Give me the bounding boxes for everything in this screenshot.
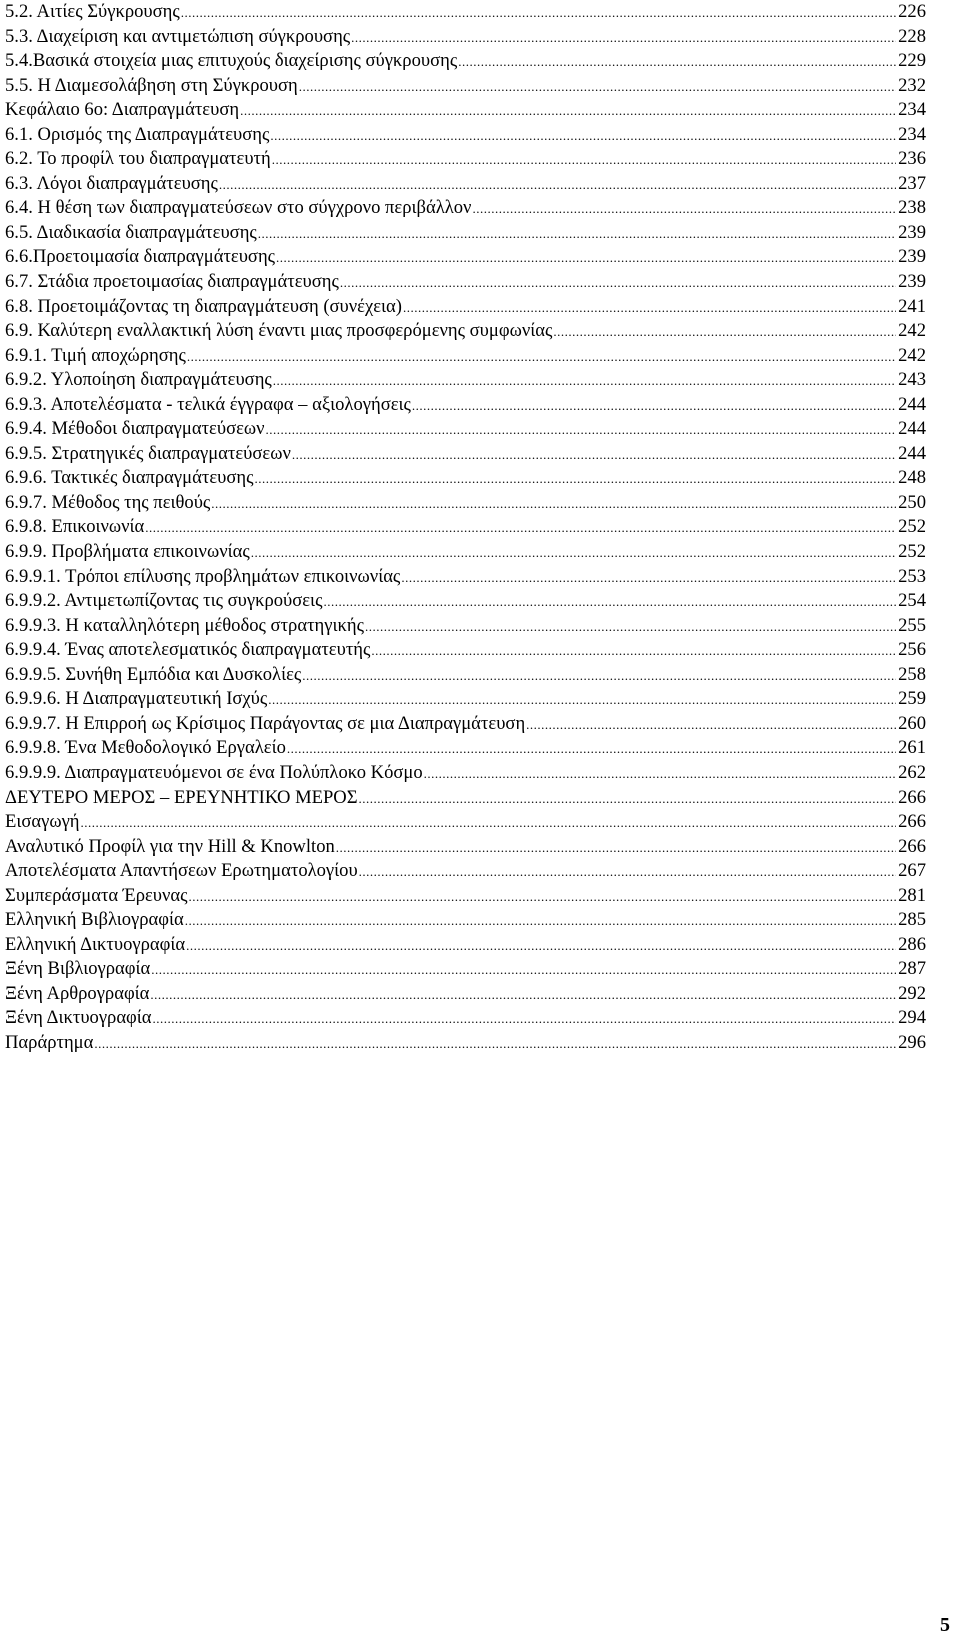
table-of-contents bbox=[5, 0, 926, 1056]
dot-leader bbox=[351, 26, 896, 50]
toc-entry-page: 228 bbox=[898, 25, 926, 47]
dot-leader bbox=[526, 713, 896, 737]
toc-entry[interactable] bbox=[5, 565, 926, 590]
toc-entry-title: 6.9.4. Μέθοδοι διαπραγματεύσεων bbox=[5, 418, 265, 440]
toc-entry-title: 6.9.9.2. Αντιμετωπίζοντας τις συγκρούσεις bbox=[5, 590, 323, 612]
toc-entry[interactable] bbox=[5, 491, 926, 516]
toc-entry-title: 6.9.9.9. Διαπραγματευόμενοι σε ένα Πολύπλοκο Κόσμο bbox=[5, 761, 423, 783]
toc-entry-page: 239 bbox=[898, 246, 926, 268]
toc-entry[interactable] bbox=[5, 1031, 926, 1056]
toc-entry-title: 6.9.3. Αποτελέσματα - τελικά έγγραφα – αξιολογήσεις bbox=[5, 393, 411, 415]
toc-entry-page: 254 bbox=[898, 590, 926, 612]
dot-leader bbox=[276, 246, 896, 270]
toc-entry-page: 255 bbox=[898, 614, 926, 636]
toc-entry-title: 5.5. Η Διαμεσολάβηση στη Σύγκρουση bbox=[5, 74, 298, 96]
toc-entry[interactable] bbox=[5, 0, 926, 25]
toc-entry-page: 244 bbox=[898, 418, 926, 440]
toc-entry[interactable] bbox=[5, 98, 926, 123]
toc-entry-title: 6.9.9.7. Η Επιρροή ως Κρίσιμος Παράγοντας σε μια Διαπραγμάτευση bbox=[5, 712, 526, 734]
dot-leader bbox=[81, 811, 897, 835]
toc-entry-title: Ξένη Αρθρογραφία bbox=[5, 982, 150, 1004]
dot-leader bbox=[266, 418, 897, 442]
dot-leader bbox=[187, 345, 896, 369]
dot-leader bbox=[211, 492, 896, 516]
toc-entry-page: 244 bbox=[898, 393, 926, 415]
toc-entry-page: 238 bbox=[898, 197, 926, 219]
toc-entry[interactable] bbox=[5, 466, 926, 491]
toc-entry-title: 5.3. Διαχείριση και αντιμετώπιση σύγκρουσης bbox=[5, 25, 351, 47]
toc-entry-title: 6.9.9.5. Συνήθη Εμπόδια και Δυσκολίες bbox=[5, 663, 302, 685]
toc-entry[interactable] bbox=[5, 540, 926, 565]
dot-leader bbox=[258, 222, 896, 246]
dot-leader bbox=[553, 320, 896, 344]
toc-entry-title: 6.9.9.3. Η καταλληλότερη μέθοδος στρατηγικής bbox=[5, 614, 364, 636]
toc-entry-page: 234 bbox=[898, 123, 926, 145]
toc-entry-page: 250 bbox=[898, 491, 926, 513]
toc-entry-title: 6.9.9.4. Ένας αποτελεσματικός διαπραγματευτής bbox=[5, 639, 371, 661]
toc-entry[interactable] bbox=[5, 442, 926, 467]
toc-entry-title: 6.3. Λόγοι διαπραγμάτευσης bbox=[5, 172, 218, 194]
toc-entry-page: 266 bbox=[898, 811, 926, 833]
toc-entry-title: Ξένη Βιβλιογραφία bbox=[5, 958, 151, 980]
toc-entry-page: 229 bbox=[898, 50, 926, 72]
toc-entry[interactable] bbox=[5, 638, 926, 663]
toc-entry-page: 285 bbox=[898, 909, 926, 931]
toc-entry-title: Κεφάλαιο 6ο: Διαπραγμάτευση bbox=[5, 99, 240, 121]
dot-leader bbox=[270, 124, 896, 148]
toc-entry-title: 6.9.6. Τακτικές διαπραγμάτευσης bbox=[5, 467, 254, 489]
toc-entry-title: 6.1. Ορισμός της Διαπραγμάτευσης bbox=[5, 123, 270, 145]
toc-entry-page: 248 bbox=[898, 467, 926, 489]
toc-entry-title: 5.4.Βασικά στοιχεία μιας επιτυχούς διαχείρισης σύγκρουσης bbox=[5, 50, 458, 72]
toc-entry-title: 6.6.Προετοιμασία διαπραγμάτευσης bbox=[5, 246, 276, 268]
toc-entry[interactable] bbox=[5, 786, 926, 811]
toc-entry[interactable] bbox=[5, 49, 926, 74]
toc-entry-page: 266 bbox=[898, 835, 926, 857]
toc-entry[interactable] bbox=[5, 295, 926, 320]
toc-entry[interactable] bbox=[5, 368, 926, 393]
dot-leader bbox=[153, 1007, 897, 1031]
toc-entry[interactable] bbox=[5, 835, 926, 860]
toc-entry[interactable] bbox=[5, 147, 926, 172]
toc-entry[interactable] bbox=[5, 123, 926, 148]
toc-entry-title: 6.9.9.8. Ένα Μεθοδολογικό Εργαλείο bbox=[5, 737, 286, 759]
dot-leader bbox=[292, 443, 896, 467]
toc-entry-title: 6.9.9.1. Τρόποι επίλυσης προβλημάτων επικοινωνίας bbox=[5, 565, 401, 587]
dot-leader bbox=[150, 983, 896, 1007]
toc-entry[interactable] bbox=[5, 74, 926, 99]
dot-leader bbox=[254, 467, 896, 491]
toc-entry-page: 252 bbox=[898, 516, 926, 538]
toc-entry-title: Παράρτημα bbox=[5, 1031, 94, 1053]
toc-entry-page: 244 bbox=[898, 442, 926, 464]
toc-entry[interactable] bbox=[5, 270, 926, 295]
dot-leader bbox=[219, 173, 896, 197]
dot-leader bbox=[336, 836, 896, 860]
dot-leader bbox=[251, 541, 896, 565]
dot-leader bbox=[371, 639, 896, 663]
toc-entry-title: Εισαγωγή bbox=[5, 811, 80, 833]
dot-leader bbox=[189, 885, 897, 909]
dot-leader bbox=[268, 688, 896, 712]
toc-entry[interactable] bbox=[5, 663, 926, 688]
toc-entry[interactable] bbox=[5, 221, 926, 246]
toc-entry-page: 242 bbox=[898, 344, 926, 366]
toc-entry-title: 6.9.1. Τιμή αποχώρησης bbox=[5, 344, 186, 366]
toc-entry-page: 292 bbox=[898, 982, 926, 1004]
dot-leader bbox=[240, 99, 896, 123]
dot-leader bbox=[359, 860, 896, 884]
toc-entry-page: 287 bbox=[898, 958, 926, 980]
toc-entry-page: 241 bbox=[898, 295, 926, 317]
toc-entry[interactable] bbox=[5, 687, 926, 712]
toc-entry[interactable] bbox=[5, 614, 926, 639]
toc-entry[interactable] bbox=[5, 344, 926, 369]
toc-entry-title: 6.4. Η θέση των διαπραγματεύσεων στο σύγχρονο περιβάλλον bbox=[5, 197, 472, 219]
toc-entry[interactable] bbox=[5, 933, 926, 958]
toc-entry[interactable] bbox=[5, 957, 926, 982]
dot-leader bbox=[424, 762, 896, 786]
toc-entry-page: 294 bbox=[898, 1007, 926, 1029]
toc-entry-title: Αποτελέσματα Απαντήσεων Ερωτηματολογίου bbox=[5, 860, 358, 882]
toc-entry-title: 6.9. Καλύτερη εναλλακτική λύση έναντι μιας προσφερόμενης συμφωνίας bbox=[5, 320, 553, 342]
dot-leader bbox=[401, 566, 896, 590]
toc-entry-title: Αναλυτικό Προφίλ για την Hill & Knowlton bbox=[5, 835, 335, 857]
toc-entry-page: 258 bbox=[898, 663, 926, 685]
toc-entry-title: 6.9.9. Προβλήματα επικοινωνίας bbox=[5, 541, 250, 563]
dot-leader bbox=[185, 909, 896, 933]
toc-entry-page: 237 bbox=[898, 172, 926, 194]
toc-entry-page: 242 bbox=[898, 320, 926, 342]
toc-entry[interactable] bbox=[5, 319, 926, 344]
toc-entry[interactable] bbox=[5, 589, 926, 614]
toc-entry[interactable] bbox=[5, 884, 926, 909]
toc-entry-page: 239 bbox=[898, 221, 926, 243]
toc-entry-title: Ελληνική Βιβλιογραφία bbox=[5, 909, 184, 931]
page-number: 5 bbox=[940, 1614, 950, 1636]
toc-entry[interactable] bbox=[5, 417, 926, 442]
toc-entry-title: 6.2. Το προφίλ του διαπραγματευτή bbox=[5, 148, 271, 170]
dot-leader bbox=[94, 1032, 896, 1056]
toc-entry[interactable] bbox=[5, 515, 926, 540]
dot-leader bbox=[186, 934, 896, 958]
toc-entry[interactable] bbox=[5, 393, 926, 418]
toc-entry-page: 256 bbox=[898, 639, 926, 661]
toc-entry-page: 262 bbox=[898, 761, 926, 783]
toc-entry-page: 234 bbox=[898, 99, 926, 121]
dot-leader bbox=[458, 50, 896, 74]
toc-entry-title: Ελληνική Δικτυογραφία bbox=[5, 933, 186, 955]
toc-entry[interactable] bbox=[5, 908, 926, 933]
dot-leader bbox=[472, 197, 896, 221]
toc-entry-page: 232 bbox=[898, 74, 926, 96]
dot-leader bbox=[181, 1, 896, 25]
toc-entry-title: 5.2. Αιτίες Σύγκρουσης bbox=[5, 1, 180, 22]
toc-entry-title: 6.9.2. Υλοποίηση διαπραγμάτευσης bbox=[5, 369, 272, 391]
toc-entry-title: 6.7. Στάδια προετοιμασίας διαπραγμάτευσης bbox=[5, 271, 339, 293]
toc-entry[interactable] bbox=[5, 761, 926, 786]
toc-entry[interactable] bbox=[5, 1006, 926, 1031]
toc-entry[interactable] bbox=[5, 859, 926, 884]
toc-entry[interactable] bbox=[5, 736, 926, 761]
toc-entry-title: 6.9.9.6. Η Διαπραγματευτική Ισχύς bbox=[5, 688, 268, 710]
dot-leader bbox=[299, 75, 896, 99]
toc-entry-title: 6.8. Προετοιμάζοντας τη διαπραγμάτευση (συνέχεια) bbox=[5, 295, 402, 317]
dot-leader bbox=[365, 615, 896, 639]
toc-entry-page: 267 bbox=[898, 860, 926, 882]
toc-entry-page: 236 bbox=[898, 148, 926, 170]
toc-entry-title: 6.5. Διαδικασία διαπραγμάτευσης bbox=[5, 221, 257, 243]
toc-entry[interactable] bbox=[5, 810, 926, 835]
toc-entry-page: 296 bbox=[898, 1031, 926, 1053]
toc-entry[interactable] bbox=[5, 982, 926, 1007]
toc-entry-page: 226 bbox=[898, 1, 926, 22]
toc-entry-page: 243 bbox=[898, 369, 926, 391]
dot-leader bbox=[273, 369, 896, 393]
toc-entry-page: 259 bbox=[898, 688, 926, 710]
dot-leader bbox=[302, 664, 896, 688]
toc-entry-page: 286 bbox=[898, 933, 926, 955]
toc-entry-page: 260 bbox=[898, 712, 926, 734]
toc-entry[interactable] bbox=[5, 25, 926, 50]
toc-entry-title: ΔΕΥΤΕΡΟ ΜΕΡΟΣ – ΕΡΕΥΝΗΤΙΚΟ ΜΕΡΟΣ bbox=[5, 786, 358, 808]
toc-entry-title: 6.9.8. Επικοινωνία bbox=[5, 516, 145, 538]
toc-entry-title: 6.9.7. Μέθοδος της πειθούς bbox=[5, 491, 211, 513]
toc-entry-page: 252 bbox=[898, 541, 926, 563]
toc-entry[interactable] bbox=[5, 196, 926, 221]
dot-leader bbox=[323, 590, 896, 614]
dot-leader bbox=[145, 516, 896, 540]
toc-entry-page: 261 bbox=[898, 737, 926, 759]
toc-entry-title: Ξένη Δικτυογραφία bbox=[5, 1007, 152, 1029]
dot-leader bbox=[412, 394, 896, 418]
toc-entry-page: 253 bbox=[898, 565, 926, 587]
toc-entry-title: Συμπεράσματα Έρευνας bbox=[5, 884, 188, 906]
toc-entry-title: 6.9.5. Στρατηγικές διαπραγματεύσεων bbox=[5, 442, 291, 464]
toc-entry[interactable] bbox=[5, 245, 926, 270]
toc-entry-page: 239 bbox=[898, 271, 926, 293]
toc-entry-page: 281 bbox=[898, 884, 926, 906]
toc-entry-page: 266 bbox=[898, 786, 926, 808]
dot-leader bbox=[287, 737, 896, 761]
dot-leader bbox=[151, 958, 896, 982]
toc-entry[interactable] bbox=[5, 712, 926, 737]
dot-leader bbox=[359, 787, 897, 811]
toc-entry[interactable] bbox=[5, 172, 926, 197]
dot-leader bbox=[403, 296, 896, 320]
dot-leader bbox=[340, 271, 896, 295]
dot-leader bbox=[272, 148, 896, 172]
